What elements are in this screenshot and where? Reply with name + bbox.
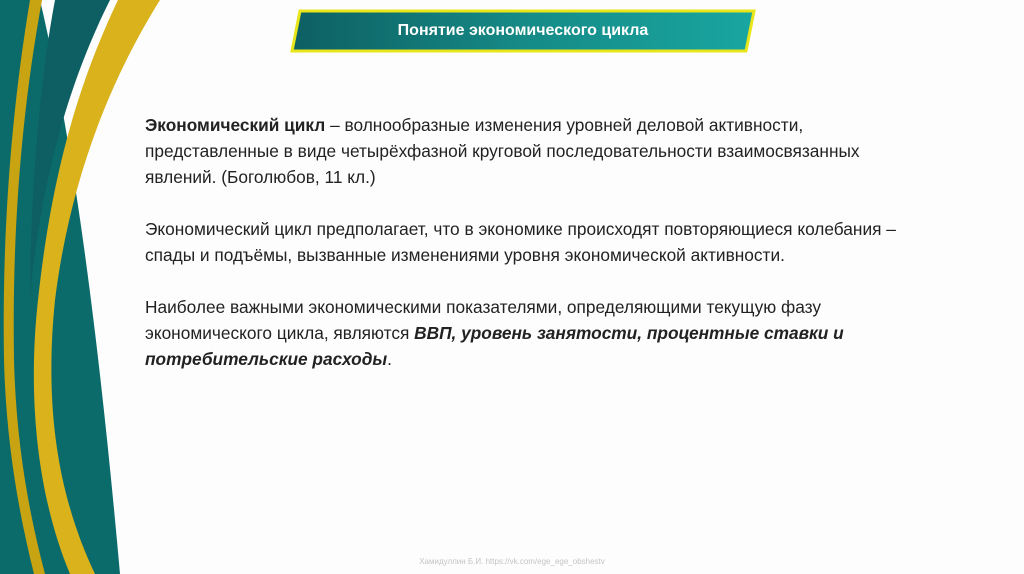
footer-credit: Хамидуллин Б.И. https://vk.com/ege_ege_obshestv [419,557,605,566]
indicators-paragraph [145,294,905,372]
slide-body [145,112,905,398]
fluctuations-paragraph: Экономический цикл предполагает, что в экономике происходят повторяющиеся колебания – спады и подъёмы, вызванные изменениями уровня экономической активности. [145,219,896,265]
indicators-list: ВВП, уровень занятости, процентные ставки и потребительские расходы [145,323,844,369]
title-banner [290,9,756,53]
indicators-end: . [387,349,392,369]
definition-paragraph [145,112,905,190]
definition-text: – волнообразные изменения уровней деловой активности, представленные в виде четырёхфазной круговой последовательности взаимосвязанных явлений. (Боголюбов, 11 кл.) [145,115,860,187]
page-title: Понятие экономического цикла [397,22,649,39]
term-economic-cycle: Экономический цикл [145,115,326,135]
indicators-lead: Наиболее важными экономическими показателями, определяющими текущую фазу экономического цикла, являются [145,297,822,343]
